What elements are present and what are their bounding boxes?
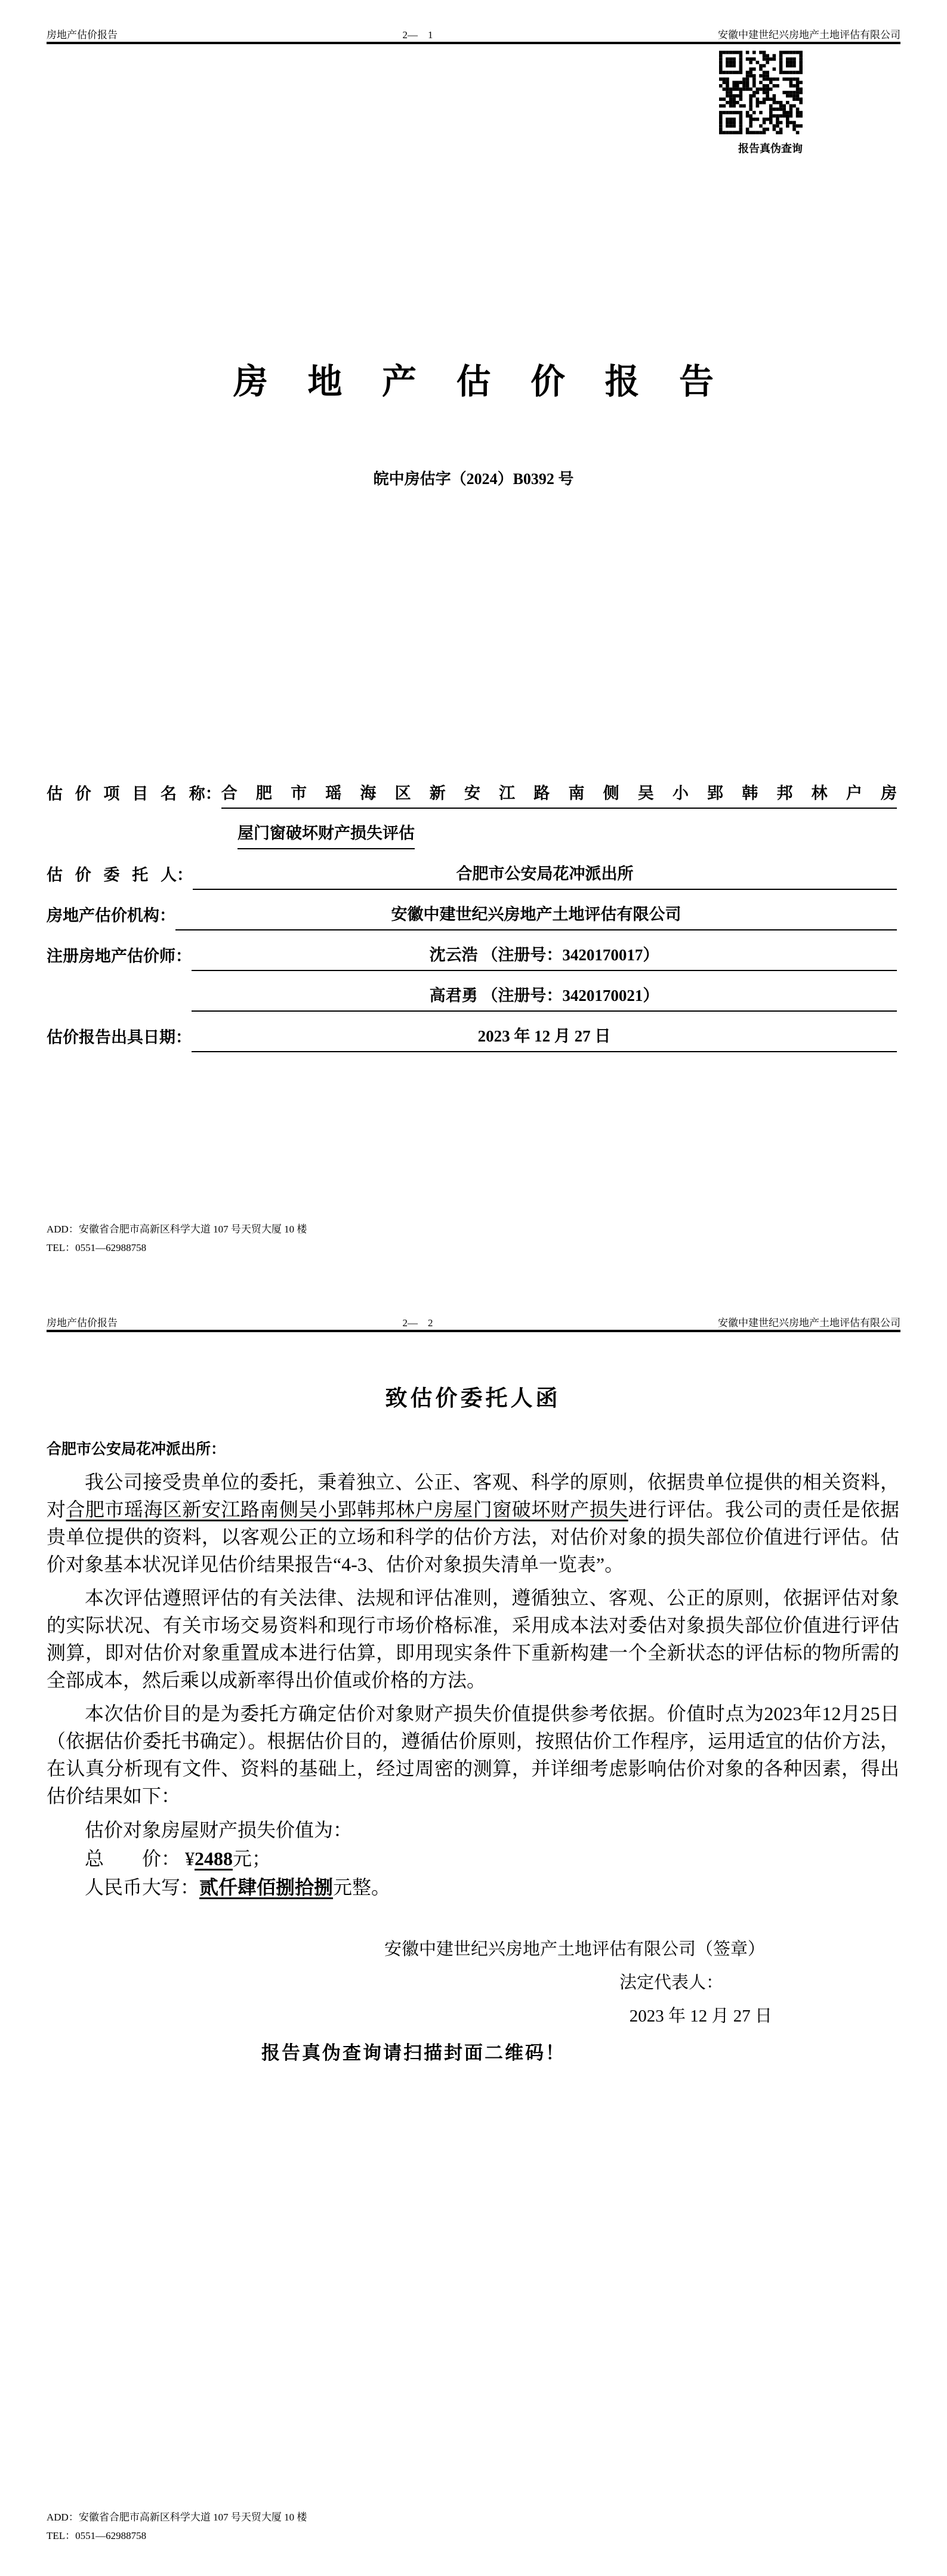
field-label: 注册房地产估价师： xyxy=(47,947,192,965)
letter-body xyxy=(47,1358,899,2065)
capital-amount-line xyxy=(47,1873,899,1902)
report-title: 房 地 产 估 价 报 告 xyxy=(233,362,729,401)
field-appraiser-2 xyxy=(47,971,897,1012)
signature-company: 安徽中建世纪兴房地产土地评估有限公司（签章） xyxy=(384,1940,765,1959)
field-client xyxy=(47,849,897,890)
header-page-number: 2— 1 xyxy=(402,29,433,41)
field-value: 沈云浩 （注册号：3420170017） xyxy=(192,942,897,971)
page2-footer xyxy=(47,2508,307,2545)
page2-running-header xyxy=(47,1314,900,1329)
result-intro-line: 估价对象房屋财产损失价值为： xyxy=(85,1819,353,1841)
field-value: 2023 年 12 月 27 日 xyxy=(192,1023,897,1052)
report-doc-number: 皖中房估字（2024）B0392 号 xyxy=(373,470,574,488)
field-value: 高君勇 （注册号：3420170021） xyxy=(192,982,897,1012)
qr-caption: 报告真伪查询 xyxy=(738,143,803,155)
total-price-line xyxy=(47,1844,899,1873)
page-2-letter xyxy=(0,1288,947,2576)
para1-underlined-subject: 合肥市瑶海区新安江路南侧吴小郢韩邦林户房屋门窗破坏财产损失 xyxy=(66,1499,628,1520)
letter-addressee: 合肥市公安局花冲派出所： xyxy=(47,1441,226,1458)
page1-footer xyxy=(47,1220,307,1257)
cover-fields xyxy=(47,768,897,1052)
letter-paragraph-3: 本次估价目的是为委托方确定估价对象财产损失价值提供参考依据。价值时点为2023年12月25日（依据估价委托书确定）。根据估价目的，遵循估价原则，按照估价工作程序，运用适宜的估价方法，在认真分析现有文件、资料的基础上，经过周密的测算，并详细考虑影响估价对象的各种因素，得出估价结果如下： xyxy=(47,1703,899,1807)
capital-amount: 贰仟肆佰捌拾捌 xyxy=(199,1876,334,1898)
para1-pre: 我公司接受贵单位的委托，秉着独立、公正、客观、科学的原则，依据贵单位提供的相关资料，对 xyxy=(47,1471,899,1520)
field-project-name-cont xyxy=(47,809,897,849)
verification-notice: 报告真伪查询请扫描封面二维码！ xyxy=(261,2042,566,2063)
field-value: 安徽中建世纪兴房地产土地评估有限公司 xyxy=(175,901,897,930)
header-company-name: 安徽中建世纪兴房地产土地评估有限公司 xyxy=(718,1317,900,1329)
header-doc-title: 房地产估价报告 xyxy=(47,29,118,41)
field-label: 估价报告出具日期： xyxy=(47,1028,192,1046)
price-amount: 2488 xyxy=(195,1848,233,1869)
header-doc-title: 房地产估价报告 xyxy=(47,1317,118,1329)
header-rule xyxy=(47,1330,900,1332)
field-label: 房地产估价机构： xyxy=(47,907,175,925)
currency-symbol: ¥ xyxy=(180,1848,195,1869)
footer-tel: TEL：0551—62988758 xyxy=(47,2530,147,2541)
field-project-name xyxy=(47,768,897,809)
field-value: 屋门窗破坏财产损失评估 xyxy=(237,820,415,849)
price-label: 总 价： xyxy=(85,1848,181,1869)
qr-code xyxy=(719,51,803,134)
footer-address: ADD：安徽省合肥市高新区科学大道 107 号天贸大厦 10 楼 xyxy=(47,1224,307,1235)
header-page-number: 2— 2 xyxy=(402,1317,433,1329)
header-rule xyxy=(47,42,900,44)
field-label: 估 价 项 目 名 称： xyxy=(47,785,221,803)
field-report-date xyxy=(47,1012,897,1052)
signature-legal-rep: 法定代表人： xyxy=(619,1973,723,1992)
letter-paragraph-2: 本次评估遵照评估的有关法律、法规和评估准则，遵循独立、客观、公正的原则，依据评估对象的实际状况、有关市场交易资料和现行市场价格标准，采用成本法对委估对象损失部位价值进行评估测算，即对估价对象重置成本进行估算，即用现实条件下重新构建一个全新状态的评估标的物所需的全部成本，然后乘以成新率得出价值或价格的方法。 xyxy=(47,1587,899,1691)
letter-title: 致估价委托人函 xyxy=(385,1386,561,1411)
capital-unit: 元整。 xyxy=(333,1876,391,1898)
header-company-name: 安徽中建世纪兴房地产土地评估有限公司 xyxy=(718,29,900,41)
signature-date: 2023 年 12 月 27 日 xyxy=(629,2007,772,2026)
footer-address: ADD：安徽省合肥市高新区科学大道 107 号天贸大厦 10 楼 xyxy=(47,2512,307,2523)
field-label: 估 价 委 托 人： xyxy=(47,866,193,884)
field-value: 合肥市公安局花冲派出所 xyxy=(193,861,897,890)
price-unit: 元； xyxy=(233,1848,272,1869)
page1-running-header xyxy=(47,26,900,41)
field-appraiser-1 xyxy=(47,930,897,971)
para1-post: 进行评估。我公司的责任是依据贵单位提供的资料，以客观公正的立场和科学的估价方法，对估价对象的损失部位价值进行评估。估价对象基本状况详见估价结果报告“4-3、估价对象损失清单一览表”。 xyxy=(47,1499,899,1575)
letter-paragraph-1 xyxy=(47,1468,899,1578)
field-value: 合肥市瑶海区新安江路南侧吴小郢韩邦林户房 xyxy=(221,780,897,809)
qr-block xyxy=(719,51,803,156)
footer-tel: TEL：0551—62988758 xyxy=(47,1242,147,1253)
field-agency xyxy=(47,890,897,930)
capital-label: 人民币大写： xyxy=(85,1876,200,1898)
